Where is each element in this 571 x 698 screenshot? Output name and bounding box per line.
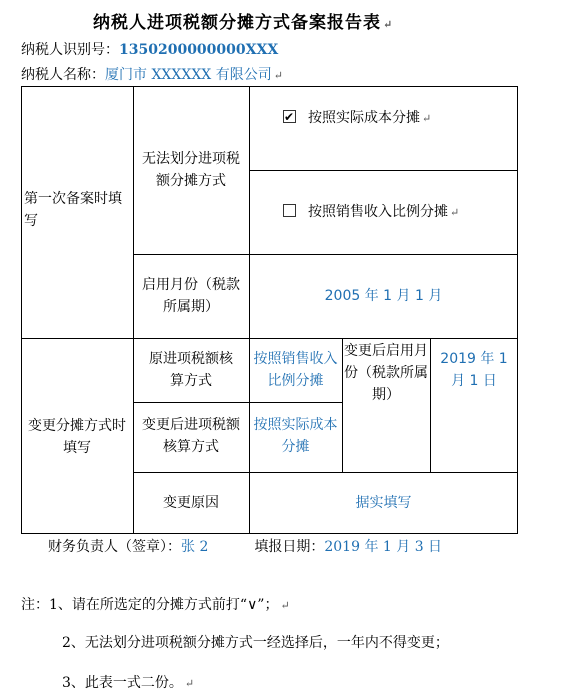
taxpayer-id-label: 纳税人识别号：: [21, 42, 119, 58]
taxpayer-id-value: 1350200000000XXX: [119, 42, 279, 58]
first-filing-label: 第一次备案时填写: [24, 191, 122, 229]
reason-label: 变更原因: [163, 495, 219, 511]
orig-method-value: 按照销售收入比例分摊: [253, 351, 338, 389]
change-section-label: 变更分摊方式时填写: [28, 418, 126, 456]
new-method-label: 变更后进项税额核算方式: [142, 417, 240, 455]
checkbox-checked-icon[interactable]: [283, 110, 296, 123]
reason-value: 据实填写: [355, 495, 412, 511]
checkbox-empty-icon[interactable]: [283, 204, 296, 217]
option-actual-cost[interactable]: ✔按照实际成本分摊 ↵: [283, 107, 431, 130]
taxpayer-name-label: 纳税人名称：: [21, 67, 105, 83]
filing-date-label: 填报日期：: [254, 539, 325, 555]
start-month-label: 启用月份（税款所属期）: [142, 277, 240, 315]
orig-method-label: 原进项税额核算方式: [149, 351, 233, 389]
note-line-3: 3、此表一式二份。 ↵: [62, 675, 195, 691]
taxpayer-name-row: 纳税人名称：厦门市 XXXXXX 有限公司 ↵: [21, 67, 283, 83]
note-line-1: 注：1、请在所选定的分摊方式前打“∨”； ↵: [21, 597, 290, 613]
after-start-label: 变更后启用月份（税款所属期）: [344, 343, 428, 403]
new-method-value: 按照实际成本分摊: [253, 417, 338, 455]
footer-row: [48, 536, 442, 556]
taxpayer-name-value: 厦门市 XXXXXX 有限公司: [105, 67, 272, 83]
after-start-value: 2019 年 1 月 1 日: [440, 351, 508, 389]
filing-date-value: 2019 年 1 月 3 日: [324, 539, 443, 555]
method-label: 无法划分进项税额分摊方式: [142, 151, 240, 189]
taxpayer-id-row: [21, 39, 278, 59]
option-sales-ratio[interactable]: 按照销售收入比例分摊 ↵: [283, 201, 459, 224]
option-actual-cost-label: 按照实际成本分摊: [308, 110, 420, 126]
finance-person-value: 张 2: [181, 539, 209, 555]
option-sales-ratio-label: 按照销售收入比例分摊: [308, 204, 448, 220]
form-title: 纳税人进项税额分摊方式备案报告表 ↵: [93, 13, 394, 33]
note-line-2: 2、无法划分进项税额分摊方式一经选择后，一年内不得变更；: [62, 635, 449, 651]
start-month-value: 2005 年 1 月 1 月: [324, 288, 443, 304]
finance-person-label: 财务负责人（签章）：: [48, 539, 181, 555]
